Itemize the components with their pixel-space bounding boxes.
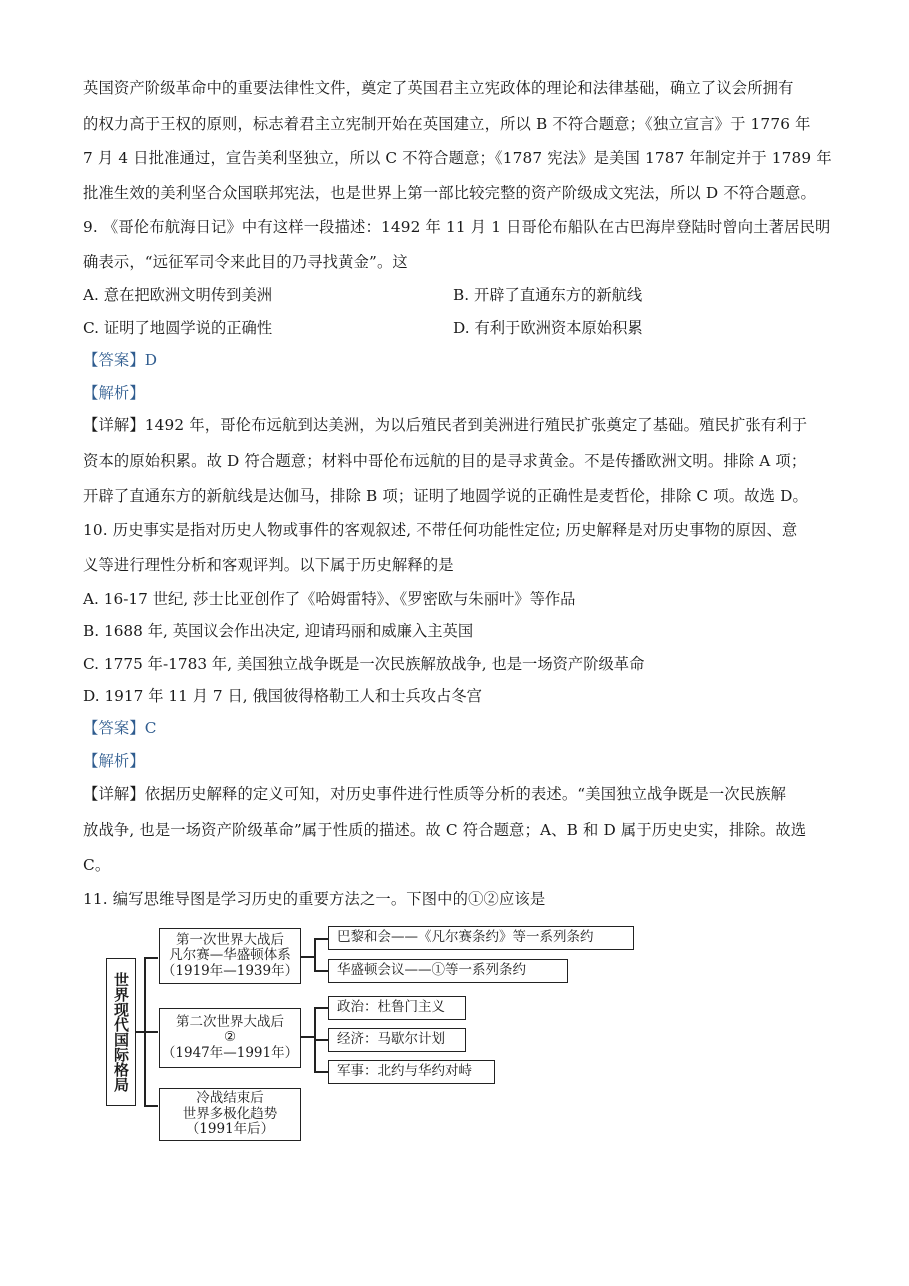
- group3-line: 世界多极化趋势: [182, 1105, 278, 1122]
- q10-detail: 【详解】依据历史解释的定义可知，对历史事件进行性质等分析的表述。“美国独立战争既是一次民族解: [83, 785, 787, 803]
- group2-item-box: [328, 1060, 495, 1084]
- q9-option-a: A. 意在把欧洲文明传到美洲: [83, 286, 273, 304]
- group1-line: 凡尔赛—华盛顿体系: [169, 947, 291, 964]
- group2-item: 军事：北约与华约对峙: [337, 1063, 472, 1080]
- group1-line: （1919年—1939年）: [161, 962, 299, 979]
- text-line: 的权力高于王权的原则，标志着君主立宪制开始在英国建立，所以 B 不符合题意；《独立宣言》于 1776 年: [83, 115, 811, 133]
- group1-bracket: [314, 970, 328, 972]
- question-11-stem: 11. 编写思维导图是学习历史的重要方法之一。下图中的①②应该是: [83, 890, 546, 908]
- q9-analysis-label: 【解析】: [83, 384, 145, 402]
- q10-analysis-label: 【解析】: [83, 752, 145, 770]
- group2-box: [159, 1008, 301, 1068]
- group1-item: 华盛顿会议——①等一系列条约: [337, 962, 526, 979]
- group2-bracket: [301, 1036, 315, 1038]
- group2-line: （1947年—1991年）: [161, 1044, 299, 1061]
- root-bracket: [144, 1105, 158, 1107]
- q10-option-a: A. 16-17 世纪, 莎士比亚创作了《哈姆雷特》、《罗密欧与朱丽叶》等作品: [83, 590, 576, 608]
- group2-item: 政治：杜鲁门主义: [337, 999, 445, 1016]
- q9-detail: 【详解】1492 年，哥伦布远航到达美洲，为以后殖民者到美洲进行殖民扩张奠定了基础。殖民扩张有利于: [83, 416, 808, 434]
- q9-option-c: C. 证明了地圆学说的正确性: [83, 319, 273, 337]
- text-line: 批准生效的美利坚合众国联邦宪法，也是世界上第一部比较完整的资产阶级成文宪法，所以 D 不符合题意。: [83, 184, 816, 202]
- q10-detail: 放战争, 也是一场资产阶级革命”属于性质的描述。故 C 符合题意；A、B 和 D 属于历史史实，排除。故选: [83, 821, 807, 839]
- group2-line: 第二次世界大战后: [176, 1013, 284, 1030]
- group1-bracket: [314, 938, 328, 940]
- question-10-stem-cont: 义等进行理性分析和客观评判。以下属于历史解释的是: [83, 556, 454, 574]
- q10-option-d: D. 1917 年 11 月 7 日, 俄国彼得格勒工人和士兵攻占冬宫: [83, 687, 482, 705]
- group2-bracket: [314, 1071, 328, 1073]
- group2-bracket: [314, 1007, 328, 1009]
- group2-bracket: [314, 1039, 328, 1041]
- group1-bracket: [314, 938, 316, 970]
- group3-box: [159, 1088, 301, 1141]
- q9-option-b: B. 开辟了直通东方的新航线: [453, 286, 643, 304]
- q10-answer: 【答案】C: [83, 719, 157, 737]
- root-bracket: [144, 957, 158, 959]
- text-line: 英国资产阶级革命中的重要法律性文件，奠定了英国君主立宪政体的理论和法律基础，确立了议会所拥有: [83, 79, 794, 97]
- group2-line: ②: [223, 1029, 237, 1046]
- question-9-stem: 9. 《哥伦布航海日记》中有这样一段描述：1492 年 11 月 1 日哥伦布船队在古巴海岸登陆时曾向土著居民明: [83, 218, 831, 236]
- group1-item-box: [328, 959, 568, 983]
- q9-option-d: D. 有利于欧洲资本原始积累: [453, 319, 643, 337]
- group3-line: （1991年后）: [185, 1121, 275, 1138]
- group3-line: 冷战结束后: [196, 1090, 264, 1107]
- group2-item: 经济：马歇尔计划: [337, 1031, 445, 1048]
- mind-map-diagram: [100, 925, 640, 1145]
- question-10-stem: 10. 历史事实是指对历史人物或事件的客观叙述, 不带任何功能性定位; 历史解释是对历史事物的原因、意: [83, 521, 798, 539]
- group1-item-box: [328, 926, 634, 950]
- q10-option-c: C. 1775 年-1783 年, 美国独立战争既是一次民族解放战争, 也是一场资产阶级革命: [83, 655, 645, 673]
- group1-line: 第一次世界大战后: [176, 931, 284, 948]
- group1-item: 巴黎和会——《凡尔赛条约》等一系列条约: [337, 929, 594, 946]
- root-box: [106, 958, 136, 1106]
- text-line: 7 月 4 日批准通过，宣告美利坚独立，所以 C 不符合题意；《1787 宪法》是美国 1787 年制定并于 1789 年: [83, 149, 832, 167]
- q9-answer: 【答案】D: [83, 351, 158, 369]
- question-9-stem-cont: 确表示，“远征军司令来此目的乃寻找黄金”。这: [83, 253, 408, 271]
- q10-option-b: B. 1688 年, 英国议会作出决定, 迎请玛丽和威廉入主英国: [83, 622, 474, 640]
- q9-detail: 开辟了直通东方的新航线是达伽马，排除 B 项；证明了地圆学说的正确性是麦哲伦，排除 C 项。故选 D。: [83, 487, 808, 505]
- q9-detail: 资本的原始积累。故 D 符合题意；材料中哥伦布远航的目的是寻求黄金。不是传播欧洲文明。排除 A 项；: [83, 452, 807, 470]
- group1-box: [159, 928, 301, 984]
- q10-detail: C。: [83, 856, 111, 874]
- group2-item-box: [328, 1028, 466, 1052]
- root-label: 世界现代国际格局: [112, 972, 130, 1092]
- root-bracket: [144, 1031, 158, 1033]
- group1-bracket: [301, 956, 315, 958]
- group2-item-box: [328, 996, 466, 1020]
